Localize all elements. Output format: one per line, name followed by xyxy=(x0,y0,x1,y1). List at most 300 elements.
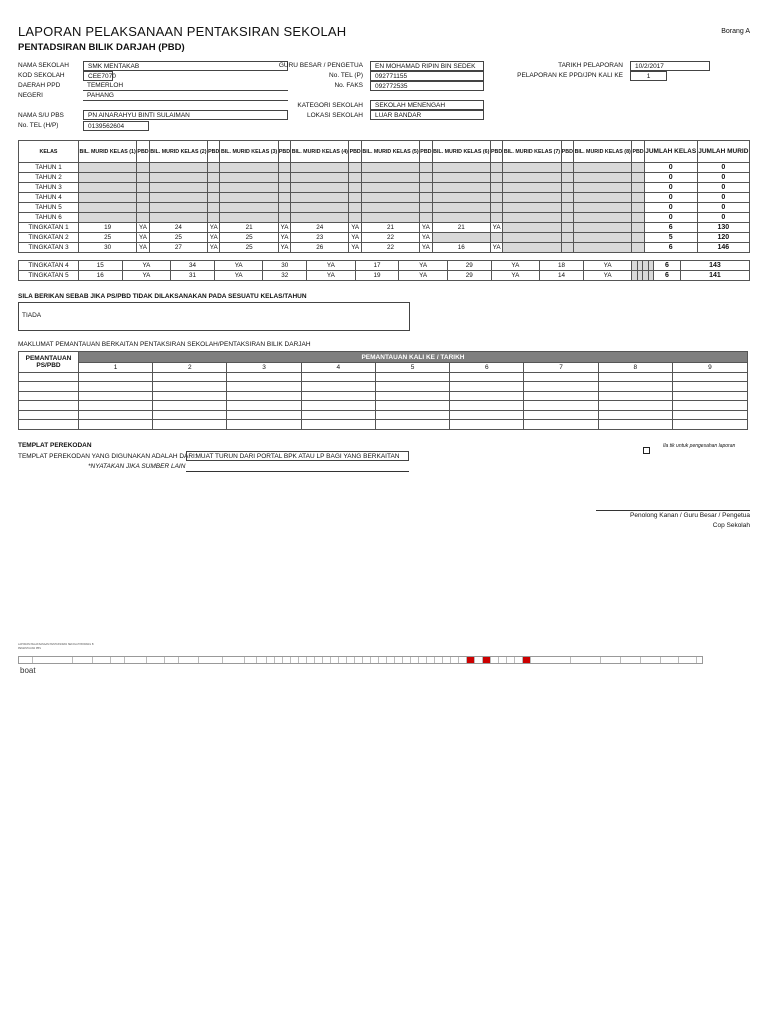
pbd-cell[interactable]: YA xyxy=(137,243,149,253)
report-date-field[interactable]: 10/2/2017 xyxy=(630,61,710,71)
pbd-cell[interactable] xyxy=(349,163,361,173)
pbd-cell[interactable] xyxy=(420,193,432,203)
strip-cell xyxy=(125,657,147,663)
pbd-cell[interactable] xyxy=(561,223,573,233)
student-count-cell[interactable]: 15 xyxy=(79,261,123,271)
phone-hp-label: No. TEL (H/P) xyxy=(18,122,59,129)
student-count-cell[interactable] xyxy=(503,173,561,183)
student-count-cell[interactable] xyxy=(361,203,419,213)
monitoring-cell[interactable] xyxy=(153,410,227,420)
student-count-cell[interactable]: 31 xyxy=(171,271,215,281)
fax-field[interactable]: 092772535 xyxy=(370,81,484,91)
strip-cell xyxy=(165,657,179,663)
student-count-cell[interactable] xyxy=(79,193,137,203)
student-count-cell[interactable] xyxy=(361,183,419,193)
pbd-cell[interactable]: YA xyxy=(208,233,220,243)
strip-cell xyxy=(403,657,411,663)
monitoring-cell[interactable] xyxy=(227,391,301,401)
monitoring-cell[interactable] xyxy=(375,391,449,401)
pbd-cell[interactable] xyxy=(561,183,573,193)
strip-cell xyxy=(387,657,395,663)
pbd-cell[interactable] xyxy=(490,173,502,183)
pbd-cell[interactable] xyxy=(632,203,644,213)
table-row xyxy=(19,223,750,233)
monitoring-cell[interactable] xyxy=(19,410,79,420)
student-count-cell[interactable] xyxy=(149,213,207,223)
pbd-cell[interactable] xyxy=(632,183,644,193)
pbd-cell[interactable]: YA xyxy=(491,271,540,281)
pbd-cell[interactable]: YA xyxy=(278,233,290,243)
school-name-field[interactable]: SMK MENTAKAB xyxy=(83,61,288,71)
pbd-cell[interactable] xyxy=(137,173,149,183)
student-count-cell[interactable] xyxy=(291,183,349,193)
student-count-cell[interactable] xyxy=(291,163,349,173)
template-question: TEMPLAT PEREKODAN YANG DIGUNAKAN ADALAH DARI: xyxy=(18,453,197,460)
student-count-cell[interactable]: 22 xyxy=(361,233,419,243)
student-count-cell[interactable] xyxy=(574,163,632,173)
strip-cell xyxy=(275,657,283,663)
student-count-cell[interactable]: 27 xyxy=(149,243,207,253)
pbd-cell[interactable] xyxy=(420,203,432,213)
pbd-cell[interactable] xyxy=(490,203,502,213)
pbd-cell[interactable]: YA xyxy=(208,243,220,253)
student-count-cell[interactable]: 21 xyxy=(361,223,419,233)
monitoring-cell[interactable] xyxy=(375,401,449,411)
pbd-cell[interactable] xyxy=(632,213,644,223)
student-count-cell[interactable] xyxy=(503,163,561,173)
pbd-cell[interactable] xyxy=(561,203,573,213)
other-source-line[interactable] xyxy=(186,471,409,472)
class-table-upper xyxy=(18,260,750,281)
pbd-cell[interactable]: YA xyxy=(349,223,361,233)
pbd-cell[interactable]: YA xyxy=(137,233,149,243)
strip-cell xyxy=(395,657,403,663)
monitoring-cell[interactable] xyxy=(524,382,598,392)
strip-cell xyxy=(299,657,307,663)
student-count-cell[interactable]: 23 xyxy=(291,233,349,243)
pbd-cell[interactable] xyxy=(278,163,290,173)
monitoring-cell[interactable] xyxy=(375,382,449,392)
pbd-cell[interactable] xyxy=(208,213,220,223)
table-row xyxy=(19,261,750,271)
monitoring-cell[interactable] xyxy=(227,410,301,420)
pbd-cell[interactable] xyxy=(208,193,220,203)
strip-cell xyxy=(427,657,435,663)
pbd-cell[interactable]: YA xyxy=(583,261,632,271)
monitoring-cell[interactable] xyxy=(598,382,672,392)
phone-office-field[interactable]: 092771155 xyxy=(370,71,484,81)
pbd-cell[interactable] xyxy=(278,213,290,223)
pbd-cell[interactable]: YA xyxy=(307,261,356,271)
monitoring-cell[interactable] xyxy=(79,391,153,401)
pbd-cell[interactable] xyxy=(490,213,502,223)
student-count-cell[interactable]: 25 xyxy=(79,233,137,243)
pbd-cell[interactable] xyxy=(349,203,361,213)
pbd-cell[interactable] xyxy=(208,203,220,213)
pbd-cell[interactable] xyxy=(137,193,149,203)
pbd-cell[interactable]: YA xyxy=(420,223,432,233)
pbd-cell[interactable]: YA xyxy=(278,243,290,253)
row-label: TAHUN 5 xyxy=(19,203,79,213)
monitoring-cell[interactable] xyxy=(672,372,747,382)
student-count-cell[interactable] xyxy=(432,163,490,173)
student-count-cell[interactable]: 17 xyxy=(355,261,399,271)
pbd-cell[interactable]: YA xyxy=(349,243,361,253)
total-students-cell: 0 xyxy=(697,163,749,173)
table-header-cell: PBD xyxy=(490,141,502,163)
student-count-cell[interactable] xyxy=(432,193,490,203)
reason-field[interactable]: TIADA xyxy=(18,302,410,331)
student-count-cell[interactable] xyxy=(79,203,137,213)
thumb-title: LAPORAN PELAKSANAAN PENTAKSIRAN SEKOLAH BORANG B xyxy=(18,643,94,646)
student-count-cell[interactable] xyxy=(220,163,278,173)
monitoring-cell[interactable] xyxy=(672,382,747,392)
table-row xyxy=(19,271,750,281)
pbd-cell[interactable] xyxy=(137,213,149,223)
monitoring-cell[interactable] xyxy=(301,372,375,382)
monitoring-cell[interactable] xyxy=(672,391,747,401)
monitoring-cell[interactable] xyxy=(450,391,524,401)
pbd-cell[interactable] xyxy=(420,183,432,193)
strip-cell xyxy=(199,657,223,663)
district-field[interactable]: TEMERLOH xyxy=(83,81,288,91)
monitoring-cell[interactable] xyxy=(79,410,153,420)
pbd-cell[interactable] xyxy=(349,183,361,193)
pbd-cell[interactable] xyxy=(349,213,361,223)
pbd-cell[interactable]: YA xyxy=(137,223,149,233)
strip-cell xyxy=(307,657,315,663)
monitoring-cell[interactable] xyxy=(301,401,375,411)
pbd-cell[interactable] xyxy=(208,173,220,183)
strip-cell xyxy=(459,657,467,663)
monitoring-cell[interactable] xyxy=(450,420,524,430)
monitoring-number: 3 xyxy=(227,363,301,373)
strip-cell xyxy=(531,657,571,663)
student-count-cell[interactable] xyxy=(220,203,278,213)
school-code-label: KOD SEKOLAH xyxy=(18,72,65,79)
pbd-cell[interactable] xyxy=(561,193,573,203)
monitoring-cell[interactable] xyxy=(79,372,153,382)
monitoring-cell[interactable] xyxy=(450,382,524,392)
student-count-cell[interactable]: 29 xyxy=(447,261,491,271)
student-count-cell[interactable] xyxy=(79,163,137,173)
student-count-cell[interactable]: 25 xyxy=(220,243,278,253)
state-label: NEGERI xyxy=(18,92,43,99)
pbd-cell[interactable] xyxy=(349,173,361,183)
pbd-cell[interactable] xyxy=(490,163,502,173)
table-header-cell: BIL. MURID KELAS (1) xyxy=(79,141,137,163)
monitoring-cell[interactable] xyxy=(79,382,153,392)
scribble-text: boat xyxy=(20,666,36,675)
student-count-cell[interactable] xyxy=(503,213,561,223)
total-students-cell: 143 xyxy=(680,261,749,271)
pbd-cell[interactable] xyxy=(420,213,432,223)
monitoring-cell[interactable] xyxy=(450,401,524,411)
student-count-cell[interactable] xyxy=(503,233,561,243)
monitoring-cell[interactable] xyxy=(301,391,375,401)
monitoring-cell[interactable] xyxy=(19,391,79,401)
strip-cell xyxy=(355,657,363,663)
category-field[interactable]: SEKOLAH MENENGAH xyxy=(370,100,484,110)
student-count-cell[interactable]: 24 xyxy=(291,223,349,233)
pbd-cell[interactable] xyxy=(278,193,290,203)
student-count-cell[interactable] xyxy=(220,173,278,183)
strip-cell xyxy=(291,657,299,663)
total-students-cell: 141 xyxy=(680,271,749,281)
monitoring-cell[interactable] xyxy=(79,401,153,411)
pbd-cell[interactable] xyxy=(632,223,644,233)
student-count-cell[interactable] xyxy=(574,223,632,233)
monitoring-cell[interactable] xyxy=(19,372,79,382)
student-count-cell[interactable]: 25 xyxy=(149,233,207,243)
pbd-cell[interactable]: YA xyxy=(420,243,432,253)
pbd-cell[interactable] xyxy=(137,183,149,193)
pbd-cell[interactable]: YA xyxy=(307,271,356,281)
student-count-cell[interactable] xyxy=(361,193,419,203)
template-source-field[interactable]: MUAT TURUN DARI PORTAL BPK ATAU LP BAGI YANG BERKAITAN xyxy=(186,451,409,461)
pbd-cell[interactable]: YA xyxy=(399,261,448,271)
student-count-cell[interactable] xyxy=(291,193,349,203)
pbd-cell[interactable] xyxy=(490,193,502,203)
monitoring-cell[interactable] xyxy=(375,372,449,382)
district-label: DAERAH PPD xyxy=(18,82,61,89)
student-count-cell[interactable]: 29 xyxy=(447,271,491,281)
pbd-cell[interactable]: YA xyxy=(420,233,432,243)
student-count-cell[interactable] xyxy=(149,183,207,193)
student-count-cell[interactable] xyxy=(220,193,278,203)
student-count-cell[interactable] xyxy=(149,173,207,183)
pbd-cell[interactable]: YA xyxy=(208,223,220,233)
student-count-cell[interactable] xyxy=(574,233,632,243)
pbd-cell[interactable] xyxy=(561,173,573,183)
pbd-cell[interactable]: YA xyxy=(583,271,632,281)
strip-cell xyxy=(73,657,93,663)
school-code-field[interactable]: CEE7070 xyxy=(83,71,113,81)
pbd-cell[interactable] xyxy=(632,193,644,203)
student-count-cell[interactable] xyxy=(361,173,419,183)
student-count-cell[interactable]: 24 xyxy=(149,223,207,233)
student-count-cell[interactable] xyxy=(432,183,490,193)
student-count-cell[interactable] xyxy=(79,173,137,183)
strip-cell xyxy=(315,657,323,663)
pbd-cell[interactable] xyxy=(632,243,644,253)
student-count-cell[interactable] xyxy=(574,193,632,203)
total-classes-cell: 6 xyxy=(654,271,681,281)
monitoring-cell[interactable] xyxy=(598,420,672,430)
student-count-cell[interactable]: 25 xyxy=(220,233,278,243)
monitoring-cell[interactable] xyxy=(153,420,227,430)
monitoring-cell[interactable] xyxy=(524,410,598,420)
pbd-cell[interactable] xyxy=(561,213,573,223)
pbd-cell[interactable] xyxy=(208,183,220,193)
student-count-cell[interactable] xyxy=(432,213,490,223)
table-header-cell: JUMLAH KELAS xyxy=(644,141,697,163)
student-count-cell[interactable] xyxy=(361,163,419,173)
pbd-cell[interactable] xyxy=(561,233,573,243)
student-count-cell[interactable]: 14 xyxy=(540,271,584,281)
table-header-cell: JUMLAH MURID xyxy=(697,141,749,163)
monitoring-cell[interactable] xyxy=(672,420,747,430)
row-label: TAHUN 6 xyxy=(19,213,79,223)
phone-office-label: No. TEL (P) xyxy=(329,72,363,79)
pbd-cell[interactable] xyxy=(561,163,573,173)
student-count-cell[interactable]: 16 xyxy=(79,271,123,281)
pbd-cell[interactable]: YA xyxy=(490,243,502,253)
monitoring-cell[interactable] xyxy=(19,401,79,411)
monitoring-cell[interactable] xyxy=(153,382,227,392)
monitoring-cell[interactable] xyxy=(227,372,301,382)
pbd-cell[interactable] xyxy=(490,233,502,243)
pbd-cell[interactable]: YA xyxy=(349,233,361,243)
monitoring-cell[interactable] xyxy=(153,372,227,382)
monitoring-row xyxy=(19,401,748,411)
pbd-cell[interactable] xyxy=(632,173,644,183)
monitoring-cell[interactable] xyxy=(598,372,672,382)
monitoring-cell[interactable] xyxy=(19,382,79,392)
student-count-cell[interactable] xyxy=(79,213,137,223)
monitoring-cell[interactable] xyxy=(375,410,449,420)
student-count-cell[interactable] xyxy=(503,183,561,193)
row-label: TAHUN 2 xyxy=(19,173,79,183)
student-count-cell[interactable]: 34 xyxy=(171,261,215,271)
strip-cell xyxy=(323,657,331,663)
student-count-cell[interactable]: 21 xyxy=(432,223,490,233)
total-students-cell: 0 xyxy=(697,183,749,193)
student-count-cell[interactable] xyxy=(503,223,561,233)
row-label: TAHUN 3 xyxy=(19,183,79,193)
monitoring-cell[interactable] xyxy=(524,420,598,430)
monitoring-cell[interactable] xyxy=(227,420,301,430)
student-count-cell[interactable] xyxy=(149,193,207,203)
monitoring-cell[interactable] xyxy=(524,391,598,401)
monitoring-cell[interactable] xyxy=(19,420,79,430)
student-count-cell[interactable] xyxy=(574,183,632,193)
pbd-cell[interactable] xyxy=(420,173,432,183)
student-count-cell[interactable] xyxy=(149,163,207,173)
monitoring-cell[interactable] xyxy=(450,410,524,420)
student-count-cell[interactable] xyxy=(574,203,632,213)
pbd-cell[interactable] xyxy=(208,163,220,173)
pbd-cell[interactable]: YA xyxy=(399,271,448,281)
monitoring-cell[interactable] xyxy=(153,391,227,401)
pbd-cell[interactable] xyxy=(137,163,149,173)
monitoring-cell[interactable] xyxy=(79,420,153,430)
student-count-cell[interactable] xyxy=(291,203,349,213)
pbd-cell[interactable]: YA xyxy=(214,261,263,271)
monitoring-cell[interactable] xyxy=(301,382,375,392)
strip-cell xyxy=(371,657,379,663)
student-count-cell[interactable] xyxy=(574,173,632,183)
pbd-cell[interactable] xyxy=(137,203,149,213)
pbd-cell[interactable]: YA xyxy=(122,261,171,271)
monitoring-cell[interactable] xyxy=(301,420,375,430)
student-count-cell[interactable] xyxy=(503,193,561,203)
monitoring-cell[interactable] xyxy=(227,382,301,392)
student-count-cell[interactable] xyxy=(149,203,207,213)
pbd-cell[interactable]: YA xyxy=(491,261,540,271)
pbd-cell[interactable] xyxy=(632,163,644,173)
total-classes-cell: 0 xyxy=(644,193,697,203)
confirm-checkbox[interactable] xyxy=(643,447,650,454)
student-count-cell[interactable] xyxy=(79,183,137,193)
monitoring-cell[interactable] xyxy=(375,420,449,430)
su-name-field[interactable]: PN AINARAHYU BINTI SULAIMAN xyxy=(83,110,288,120)
student-count-cell[interactable]: 19 xyxy=(355,271,399,281)
principal-field[interactable]: EN MOHAMAD RIPIN BIN SEDEK xyxy=(370,61,484,71)
monitoring-cell[interactable] xyxy=(524,372,598,382)
student-count-cell[interactable]: 21 xyxy=(220,223,278,233)
pbd-cell[interactable]: YA xyxy=(490,223,502,233)
student-count-cell[interactable] xyxy=(503,203,561,213)
pbd-cell[interactable] xyxy=(278,173,290,183)
student-count-cell[interactable] xyxy=(432,203,490,213)
student-count-cell[interactable] xyxy=(432,173,490,183)
monitoring-cell[interactable] xyxy=(598,410,672,420)
monitoring-cell[interactable] xyxy=(598,401,672,411)
monitoring-cell[interactable] xyxy=(598,391,672,401)
student-count-cell[interactable]: 30 xyxy=(79,243,137,253)
student-count-cell[interactable] xyxy=(361,213,419,223)
student-count-cell[interactable]: 19 xyxy=(79,223,137,233)
monitoring-cell[interactable] xyxy=(301,410,375,420)
pbd-cell[interactable] xyxy=(278,183,290,193)
monitoring-cell[interactable] xyxy=(524,401,598,411)
monitoring-cell[interactable] xyxy=(672,401,747,411)
state-field[interactable]: PAHANG xyxy=(83,91,288,101)
monitoring-cell[interactable] xyxy=(672,410,747,420)
pbd-cell[interactable] xyxy=(632,233,644,243)
pbd-cell[interactable]: YA xyxy=(122,271,171,281)
pbd-cell[interactable]: YA xyxy=(214,271,263,281)
location-field[interactable]: LUAR BANDAR xyxy=(370,110,484,120)
student-count-cell[interactable] xyxy=(220,183,278,193)
student-count-cell[interactable] xyxy=(220,213,278,223)
total-classes-cell: 0 xyxy=(644,213,697,223)
student-count-cell[interactable]: 30 xyxy=(263,261,307,271)
student-count-cell[interactable] xyxy=(291,173,349,183)
pbd-cell[interactable] xyxy=(278,203,290,213)
phone-hp-field[interactable]: 0139562604 xyxy=(83,121,149,131)
row-label: TINGKATAN 5 xyxy=(19,271,79,281)
student-count-cell[interactable] xyxy=(503,243,561,253)
student-count-cell[interactable] xyxy=(432,233,490,243)
strip-cell xyxy=(33,657,73,663)
student-count-cell[interactable] xyxy=(574,213,632,223)
monitoring-number: 5 xyxy=(375,363,449,373)
student-count-cell[interactable]: 16 xyxy=(432,243,490,253)
student-count-cell[interactable]: 18 xyxy=(540,261,584,271)
student-count-cell[interactable] xyxy=(574,243,632,253)
strip-cell xyxy=(411,657,419,663)
pbd-cell[interactable] xyxy=(490,183,502,193)
student-count-cell[interactable]: 26 xyxy=(291,243,349,253)
pbd-cell[interactable] xyxy=(420,163,432,173)
pbd-cell[interactable] xyxy=(561,243,573,253)
pbd-cell[interactable] xyxy=(349,193,361,203)
strip-cell xyxy=(483,657,491,663)
report-count-field[interactable]: 1 xyxy=(630,71,667,81)
strip-cell xyxy=(245,657,257,663)
pbd-cell[interactable]: YA xyxy=(278,223,290,233)
monitoring-table xyxy=(18,351,748,430)
table-header-cell: BIL. MURID KELAS (8) xyxy=(574,141,632,163)
student-count-cell[interactable]: 22 xyxy=(361,243,419,253)
monitoring-cell[interactable] xyxy=(450,372,524,382)
monitoring-cell[interactable] xyxy=(153,401,227,411)
student-count-cell[interactable] xyxy=(291,213,349,223)
student-count-cell[interactable]: 32 xyxy=(263,271,307,281)
monitoring-cell[interactable] xyxy=(227,401,301,411)
